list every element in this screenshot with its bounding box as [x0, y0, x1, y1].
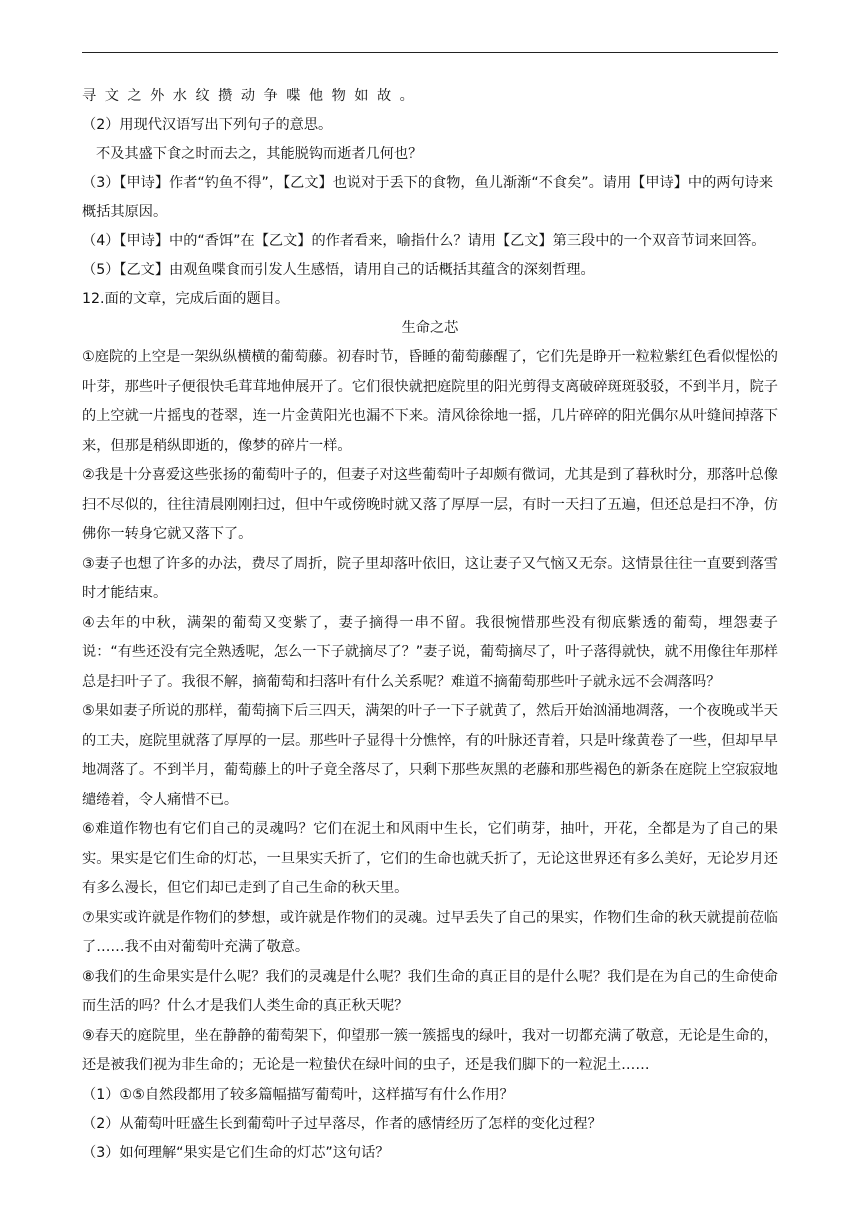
article-paragraph: ⑧我们的生命果实是什么呢？我们的灵魂是什么呢？我们生命的真正目的是什么呢？我们是在为自己的生命使命而生活的吗？什么才是我们人类生命的真正秋天呢？	[82, 968, 778, 1014]
article-paragraph: ⑨春天的庭院里，坐在静静的葡萄架下，仰望那一簇一簇摇曳的绿叶，我对一切都充满了敬意，无论是生命的，还是被我们视为非生命的；无论是一粒蛰伏在绿叶间的虫子，还是我们脚下的一粒泥土……	[82, 1027, 778, 1073]
article-body	[82, 343, 778, 1081]
document-body	[82, 82, 778, 1168]
article-paragraph: ②我是十分喜爱这些张扬的葡萄叶子的，但妻子对这些葡萄叶子却颇有微词，尤其是到了暮秋时分，那落叶总像扫不尽似的，往往清晨刚刚扫过，但中午或傍晚时就又落了厚厚一层，有时一天扫了五遍，但还总是扫不净，仿佛你一转身它就又落下了。	[82, 467, 778, 542]
continued-line: 寻文之外水纹攒动争喋他物如故。	[82, 88, 423, 104]
article-title: 生命之芯	[401, 320, 459, 336]
article-paragraph: ⑤果如妻子所说的那样，葡萄摘下后三四天，满架的叶子一下子就黄了，然后开始汹涌地凋落，一个夜晚或半天的工夫，庭院里就落了厚厚的一层。那些叶子显得十分憔悴，有的叶脉还青着，只是叶缘黄卷了一些，但却早早地凋落了。不到半月，葡萄藤上的叶子竟全落尽了，只剩下那些灰黑的老藤和那些褐色的新条在庭院上空寂寂地缱绻着，令人痛惜不已。	[82, 703, 778, 808]
question-12-heading: 12.面的文章，完成后面的题目。	[82, 291, 290, 307]
question-11-5: （5）【乙文】由观鱼喋食而引发人生感悟，请用自己的话概括其蕴含的深刻哲理。	[82, 262, 595, 278]
question-11-4: （4）【甲诗】中的“香饵”在【乙文】的作者看来，喻指什么？请用【乙文】第三段中的一个双音节词来回答。	[82, 233, 766, 249]
question-11-3: （3）【甲诗】作者“钓鱼不得”，【乙文】也说对于丢下的食物，鱼儿渐渐“不食矣”。请用【甲诗】中的两句诗来概括其原因。	[82, 175, 774, 220]
header-rule	[82, 52, 778, 53]
article-paragraph: ①庭院的上空是一架纵纵横横的葡萄藤。初春时节，昏睡的葡萄藤醒了，它们先是睁开一粒粒紫红色看似惺忪的叶芽，那些叶子便很快毛茸茸地伸展开了。它们很快就把庭院里的阳光剪得支离破碎斑斑驳驳，不到半月，院子的上空就一片摇曳的苍翠，连一片金黄阳光也漏不下来。清风徐徐地一摇，几片碎碎的阳光偶尔从叶缝间掉落下来，但那是稍纵即逝的，像梦的碎片一样。	[82, 349, 778, 454]
question-11-2: （2）用现代汉语写出下列句子的意思。	[82, 117, 333, 133]
article-paragraph: ③妻子也想了许多的办法，费尽了周折，院子里却落叶依旧，这让妻子又气恼又无奈。这情景往往一直要到落雪时才能结束。	[82, 555, 778, 601]
article-paragraph: ⑦果实或许就是作物们的梦想，或许就是作物们的灵魂。过早丢失了自己的果实，作物们生命的秋天就提前莅临了……我不由对葡萄叶充满了敬意。	[82, 909, 778, 955]
question-12-1: （1）①⑤自然段都用了较多篇幅描写葡萄叶，这样描写有什么作用？	[82, 1086, 514, 1103]
question-12-3: （3）如何理解“果实是它们生命的灯芯”这句话？	[82, 1144, 390, 1161]
question-12-2: （2）从葡萄叶旺盛生长到葡萄叶子过早落尽，作者的感情经历了怎样的变化过程？	[82, 1115, 602, 1132]
article-paragraph: ④去年的中秋，满架的葡萄又变紫了，妻子摘得一串不留。我很惋惜那些没有彻底紫透的葡萄，埋怨妻子说：“有些还没有完全熟透呢，怎么一下子就摘尽了？”妻子说，葡萄摘尽了，叶子落得就快，就不用像往年那样总是扫叶子了。我很不解，摘葡萄和扫落叶有什么关系呢？难道不摘葡萄那些叶子就永远不会凋落吗？	[82, 614, 778, 690]
question-11-2-sentence: 不及其盛下食之时而去之，其能脱钩而逝者几何也？	[96, 146, 423, 162]
article-paragraph: ⑥难道作物也有它们自己的灵魂吗？它们在泥土和风雨中生长，它们萌芽，抽叶，开花，全都是为了自己的果实。果实是它们生命的灯芯，一旦果实夭折了，它们的生命也就夭折了，无论这世界还有多么美好，无论岁月还有多么漫长，但它们却已走到了自己生命的秋天里。	[82, 821, 778, 896]
